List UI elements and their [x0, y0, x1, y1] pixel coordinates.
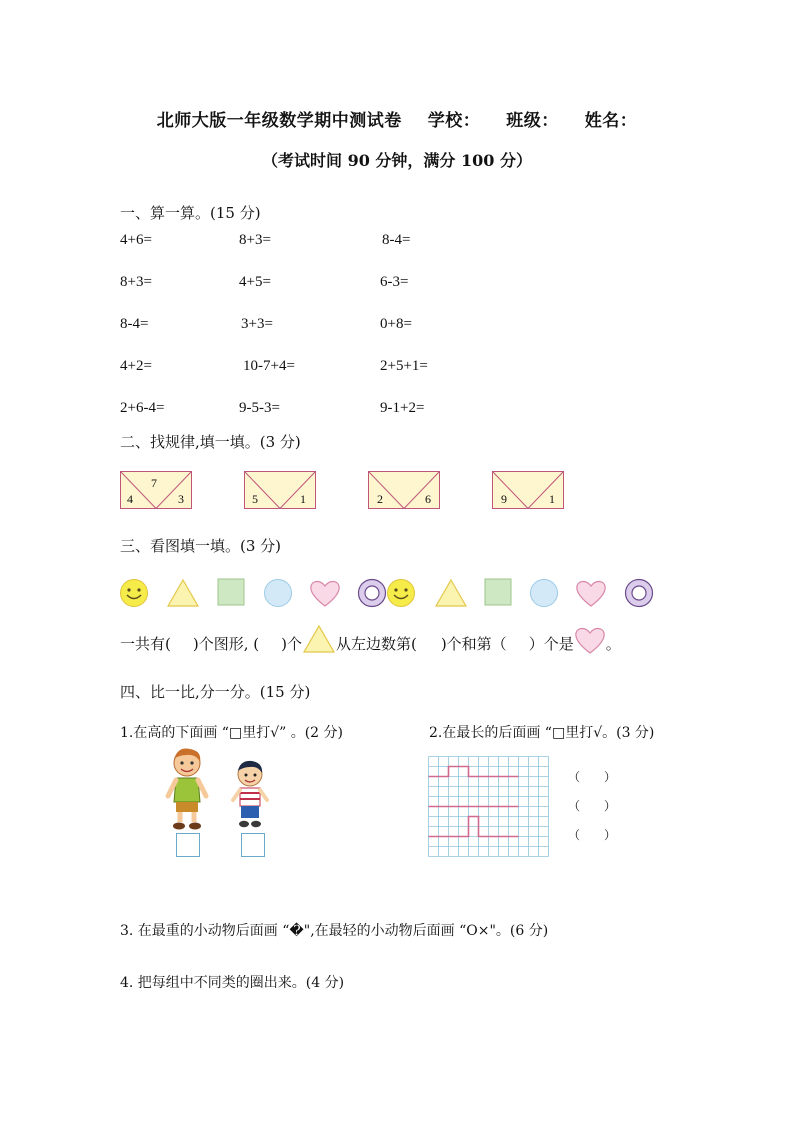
heart-icon — [309, 578, 341, 608]
calc-item: 2+6-4= — [120, 400, 165, 416]
square-icon — [484, 578, 512, 606]
section3-question — [120, 633, 621, 655]
calc-item: 6-3= — [380, 274, 409, 290]
heart-icon — [575, 578, 607, 608]
envelope-left-number: 4 — [127, 492, 133, 506]
envelope-left-number: 2 — [377, 492, 383, 506]
envelope-right-number: 3 — [178, 492, 184, 506]
calc-item: 4+6= — [120, 232, 152, 248]
calc-item: 4+5= — [239, 274, 271, 290]
children-illustration — [160, 744, 280, 834]
answer-parenthesis[interactable]: （ ） — [568, 770, 617, 784]
number-envelope — [368, 471, 440, 509]
section3-heading: 三、看图填一填。(3 分) — [120, 537, 282, 555]
answer-checkbox[interactable] — [241, 833, 265, 857]
answer-parenthesis[interactable]: （ ） — [568, 799, 617, 813]
class-label: 班级： — [506, 111, 559, 131]
section1-heading: 一、算一算。(15 分) — [120, 204, 261, 222]
number-envelope — [492, 471, 564, 509]
page-title — [0, 106, 794, 131]
answer-checkbox[interactable] — [176, 833, 200, 857]
envelope-left-number: 9 — [501, 492, 507, 506]
calc-item: 0+8= — [380, 316, 412, 332]
calc-item: 3+3= — [241, 316, 273, 332]
calc-item: 2+5+1= — [380, 358, 428, 374]
square-icon — [217, 578, 245, 606]
circle-icon — [529, 578, 559, 608]
heart-icon — [574, 625, 606, 655]
envelope-right-number: 6 — [425, 492, 431, 506]
exam-subtitle: （考试时间 90 分钟，满分 100 分） — [262, 151, 532, 170]
q3-part: 。 — [605, 635, 621, 653]
envelope-right-number: 1 — [549, 492, 555, 506]
q3-part: 一共有( — [120, 635, 171, 653]
calc-item: 8+3= — [120, 274, 152, 290]
triangle-icon — [434, 578, 468, 608]
section4-heading: 四、比一比,分一分。(15 分) — [120, 683, 311, 701]
envelope-top-number: 7 — [151, 476, 157, 490]
q2-text: 2.在最长的后面画 “□里打√。(3 分) — [429, 725, 655, 741]
q3-part: ）个是 — [528, 635, 574, 653]
smiley-icon — [119, 578, 149, 608]
calc-item: 4+2= — [120, 358, 152, 374]
calc-item: 8-4= — [382, 232, 411, 248]
q3-part: )个 — [281, 635, 302, 653]
envelope-right-number: 1 — [300, 492, 306, 506]
school-label: 学校： — [427, 111, 481, 131]
envelope-left-number: 5 — [252, 492, 258, 506]
q1-text: 1.在高的下面画 “□里打√” 。(2 分) — [120, 725, 344, 741]
q3-part: 从左边数第( — [335, 635, 417, 653]
q3-text: 3. 在最重的小动物后面画 “�",在最轻的小动物后面画 “O×"。(6 分) — [120, 923, 549, 939]
length-grid-figure — [428, 756, 556, 858]
q3-part: )个图形, ( — [192, 635, 260, 653]
calc-item: 9-1+2= — [380, 400, 425, 416]
answer-parenthesis[interactable]: （ ） — [568, 828, 617, 842]
ring-icon — [357, 578, 387, 608]
calc-item: 10-7+4= — [243, 358, 295, 374]
number-envelope — [244, 471, 316, 509]
q3-part: )个和第（ — [440, 635, 507, 653]
circle-icon — [263, 578, 293, 608]
name-label: 姓名： — [584, 111, 638, 131]
triangle-icon — [302, 624, 336, 654]
calc-item: 9-5-3= — [239, 400, 280, 416]
exam-title: 北师大版一年级数学期中测试卷 — [156, 111, 402, 131]
ring-icon — [624, 578, 654, 608]
calc-item: 8+3= — [239, 232, 271, 248]
calc-item: 8-4= — [120, 316, 149, 332]
number-envelope — [120, 471, 192, 509]
smiley-icon — [386, 578, 416, 608]
section2-heading: 二、找规律,填一填。(3 分) — [120, 433, 301, 451]
q4-text: 4. 把每组中不同类的圈出来。(4 分) — [120, 975, 345, 991]
triangle-icon — [166, 578, 200, 608]
